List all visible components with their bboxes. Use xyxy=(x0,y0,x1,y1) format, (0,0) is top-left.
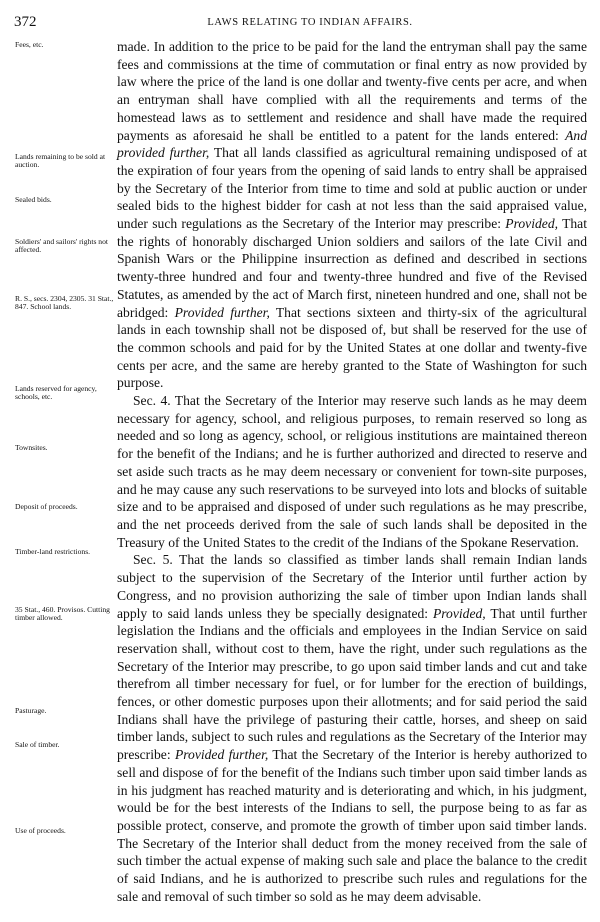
margin-note-townsites: Townsites. xyxy=(15,443,48,452)
margin-note-lands-reserved: Lands reserved for agency, schools, etc. xyxy=(15,384,97,402)
margin-note-school-lands: R. S., secs. 2304, 2305. 31 Stat., 847. School lands. xyxy=(15,294,114,312)
running-title: LAWS RELATING TO INDIAN AFFAIRS. xyxy=(207,17,413,28)
margin-note-sealed-bids: Sealed bids. xyxy=(15,195,52,204)
margin-note-cutting-timber: 35 Stat., 460. Provisos. Cutting timber allowed. xyxy=(15,605,110,623)
body-text xyxy=(117,38,587,905)
margin-note-sale-of-timber: Sale of timber. xyxy=(15,740,60,749)
margin-note-timber-land: Timber-land restrictions. xyxy=(15,547,91,556)
margin-note-soldiers-rights: Soldiers' and sailors' rights not affected. xyxy=(15,237,109,255)
margin-note-fees: Fees, etc. xyxy=(15,40,44,49)
paragraph-section-5: Sec. 5. That the lands so classified as timber lands shall remain Indian lands subject to the supervision of the Secretary of the Interior until further action by Congress, and no provision authorizing the sale of timber upon Indian lands shall apply to said lands unless they be specially designated: Provided, That until further legislation the Indians and the officials and employees in the Indian Service on said reservation shall, without cost to them, have the right, under such regulations as the Secretary of the Interior may prescribe, to go upon said timber lands and cut and take therefrom all timber necessary for fuel, or for lumber for the erection of buildings, fences, or other domestic purposes upon their allotments; and for said period the said Indians shall have the privilege of pasturing their cattle, horses, and sheep on said timber lands, subject to such rules and regulations as the Secretary of the Interior may prescribe: Provided further, That the Secretary of the Interior is hereby authorized to sell and dispose of for the benefit of the Indians such timber upon said timber lands as in his judgment has reached maturity and is deteriorating and which, in his judgment, would be for the best interests of the Indians to sell, the purpose being to as far as possible protect, conserve, and promote the growth of timber upon said timber lands. The Secretary of the Interior shall deduct from the money received from the sale of such timber the actual expense of making such sale and place the balance to the credit of said Indians, and he is authorized to prescribe such rules and regulations for the sale and removal of such timber so sold as he may deem advisable. xyxy=(117,552,587,904)
paragraph-section-4: Sec. 4. That the Secretary of the Interior may reserve such lands as he may deem necessary for agency, school, and religious purposes, to remain reserved so long as needed and so long as agency, school, or religious institutions are maintained thereon for the benefit of the Indians; and he is further authorized and directed to reserve and set aside such tracts as he may deem necessary or convenient for town-site purposes, and he may cause any such reservations to be surveyed into lots and blocks of suitable size and to be appraised and disposed of under such regulations as he may prescribe, and the net proceeds derived from the sale of such lands shall be deposited in the Treasury of the United States to the credit of the Indians of the Spokane Reservation. xyxy=(117,393,587,550)
margin-note-pasturage: Pasturage. xyxy=(15,706,47,715)
margin-note-deposit-proceeds: Deposit of proceeds. xyxy=(15,502,78,511)
margin-note-lands-remaining: Lands remaining to be sold at auction. xyxy=(15,152,106,170)
paragraph-homestead: made. In addition to the price to be paid for the land the entryman shall pay the same fees and commissions at the time of commutation or final entry as now provided by law where the price of the land is one dollar and twenty-five cents per acre, and when an entryman shall have complied with all the requirements and terms of the homestead laws as to settlement and residence and shall have made the required payments as aforesaid he shall be entitled to a patent for the lands entered: And provided further, That all lands classified as agricultural remaining undisposed of at the expiration of four years from the opening of said lands to entry shall be appraised by the Secretary of the Interior from time to time and sold at public auction or under sealed bids to the highest bidder for cash at not less than the said appraised value, under such regulations as the Secretary of the Interior may prescribe: Provided, That the rights of honorably discharged Union soldiers and sailors of the late Civil and Spanish Wars or the Philippine insurrection as defined and described in sections twenty-three hundred and four and twenty-three hundred and five of the Revised Statutes, as amended by the act of March first, nineteen hundred and one, shall not be abridged: Provided further, That sections sixteen and thirty-six of the agricultural lands in each township shall not be disposed of, but shall be reserved for the use of the common schools and paid for by the United States at one dollar and twenty-five cents per acre, and the same are hereby granted to the State of Washington for such purpose. xyxy=(117,39,588,391)
margin-note-use-of-proceeds: Use of proceeds. xyxy=(15,826,66,835)
page-number: 372 xyxy=(14,14,37,30)
